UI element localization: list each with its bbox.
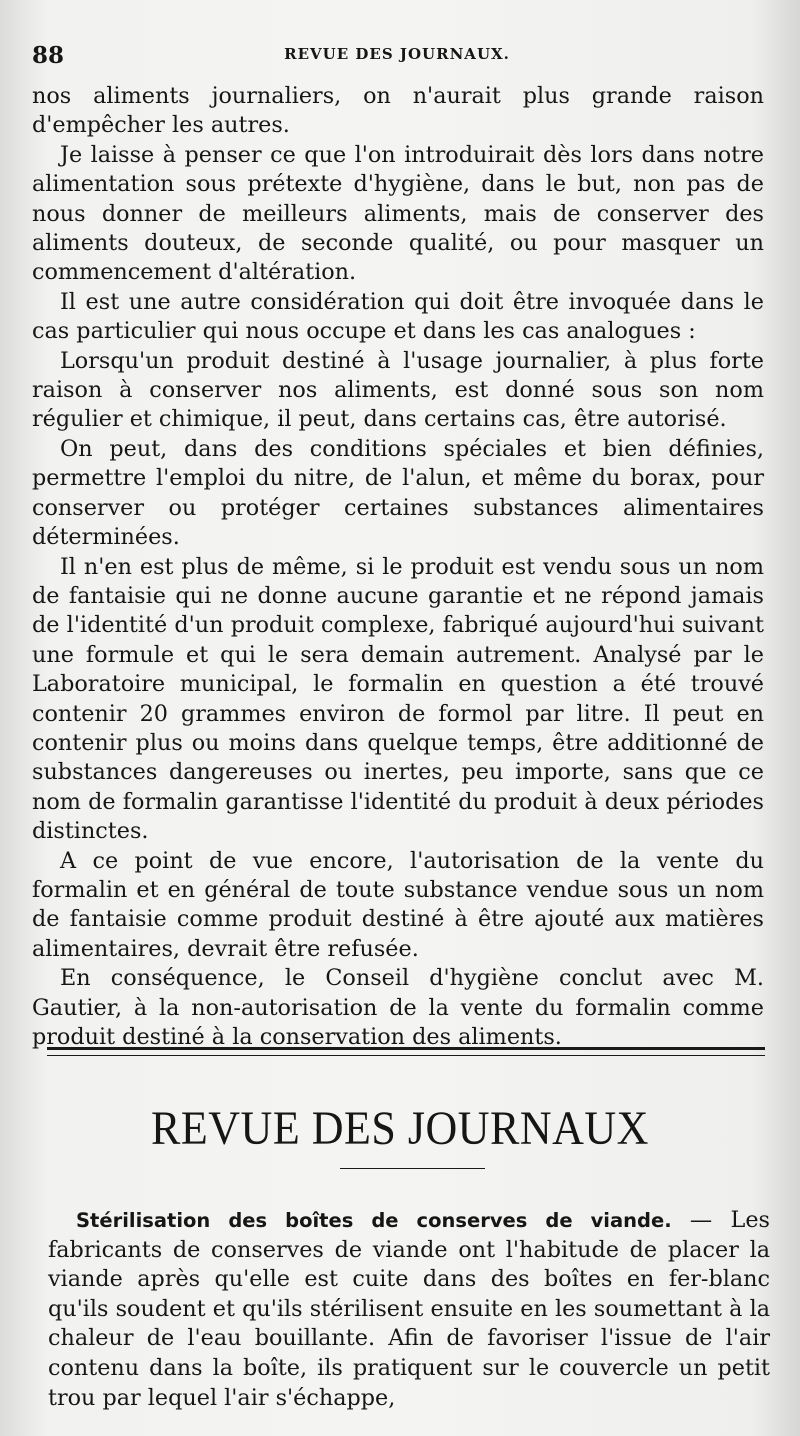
paragraph: Il n'en est plus de même, si le produit est vendu sous un nom de fantaisie qui ne donne aucune garantie et ne répond jamais de l'identité d'un produit complexe, fabriqué aujourd'hui suivant une formule et qui le sera demain autrement. Analysé par le Laboratoire municipal, le formalin en question a été trouvé contenir 20 grammes environ de formol par litre. Il peut en contenir plus ou moins dans quelque temps, être additionné de substances dangereuses ou inertes, peu importe, sans que ce nom de formalin garantisse l'identité du produit à deux périodes distinctes. <box>32 553 764 845</box>
paragraph: Il est une autre considération qui doit être invoquée dans le cas particulier qui nous occupe et dans les cas analogues : <box>32 288 764 345</box>
paragraph: Je laisse à penser ce que l'on introduirait dès lors dans notre alimentation sous prétexte d'hygiène, dans le but, non pas de nous donner de meilleurs aliments, mais de conserver des aliments douteux, de seconde qualité, ou pour masquer un commencement d'altération. <box>32 141 764 286</box>
page-header <box>32 42 762 74</box>
article-title: Stérilisation des boîtes de conserves de viande. <box>76 1209 672 1232</box>
article-paragraph <box>48 1206 770 1413</box>
body-text <box>32 82 764 1052</box>
article-text: Les fabricants de conserves de viande ont l'habitude de placer la viande après qu'elle est cuite dans des boîtes en fer-blanc qu'ils soudent et qu'ils stérilisent ensuite en les soumettant à la chaleur de l'eau bouillante. Afin de favoriser l'issue de l'air contenu dans la boîte, ils pratiquent sur le couvercle un petit trou par lequel l'air s'échappe, <box>48 1207 770 1411</box>
running-title: REVUE DES JOURNAUX. <box>284 45 510 63</box>
paragraph: A ce point de vue encore, l'autorisation de la vente du formalin et en général de toute substance vendue sous un nom de fantaisie comme produit destiné à être ajouté aux matières alimentaires, devrait être refusée. <box>32 847 764 962</box>
paragraph: Lorsqu'un produit destiné à l'usage journalier, à plus forte raison à conserver nos aliments, est donné sous son nom régulier et chimique, il peut, dans certains cas, être autorisé. <box>32 347 764 433</box>
paragraph: En conséquence, le Conseil d'hygiène conclut avec M. Gautier, à la non-autorisation de la vente du formalin comme produit destiné à la conservation des aliments. <box>32 965 764 1050</box>
section-title: REVUE DES JOURNAUX <box>151 1102 649 1155</box>
page-number: 88 <box>32 42 65 69</box>
paragraph: On peut, dans des conditions spéciales et bien définies, permettre l'emploi du nitre, de l'alun, et même du borax, pour conserver ou protéger certaines substances alimentaires déterminées. <box>32 435 764 551</box>
article <box>48 1206 770 1413</box>
section-title-underline <box>340 1168 485 1169</box>
section-divider-double-rule <box>47 1047 765 1056</box>
paragraph: nos aliments journaliers, on n'aurait plus grande raison d'empêcher les autres. <box>32 83 764 139</box>
article-title-separator: — <box>671 1207 731 1233</box>
